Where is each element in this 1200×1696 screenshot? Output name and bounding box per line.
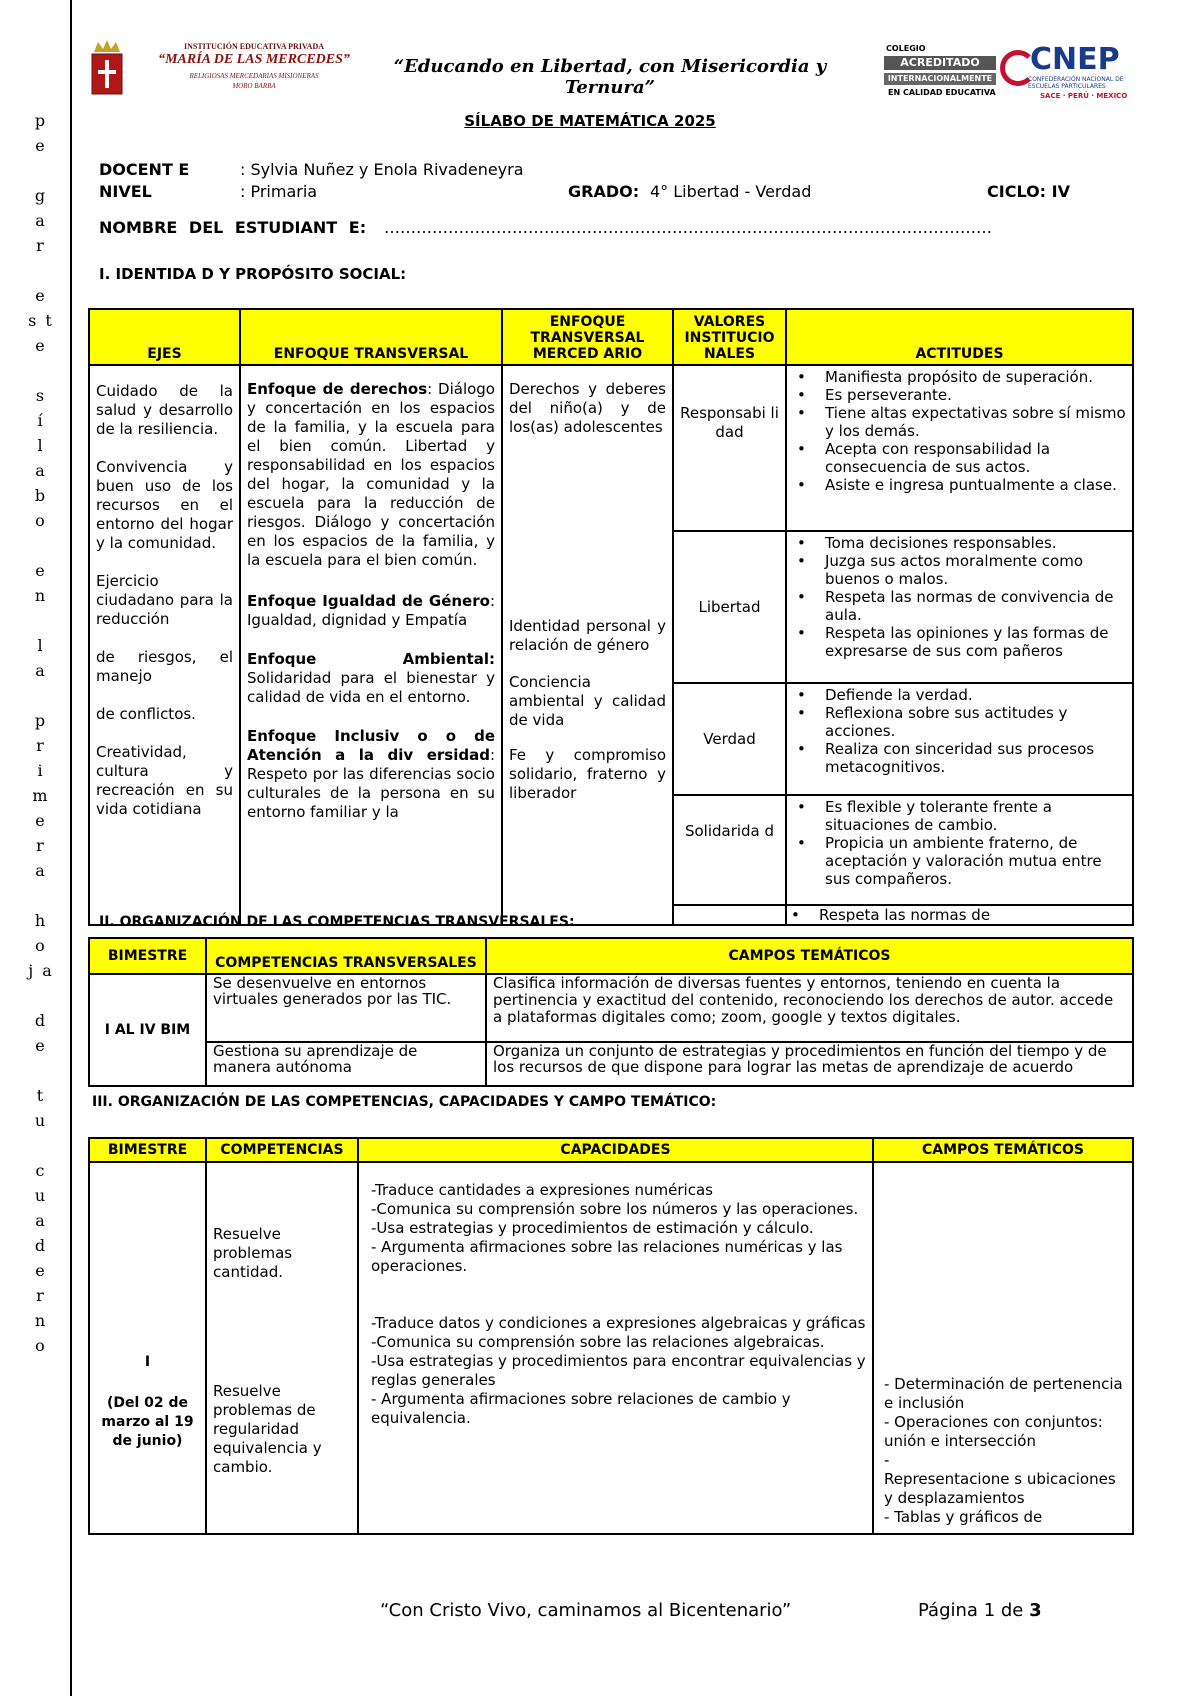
accreditation-logo (880, 42, 1130, 102)
actitud-item: • Es perseverante. (793, 386, 1126, 404)
campos-cell (873, 1162, 1133, 1534)
page-title: SÍLABO DE MATEMÁTICA 2025 (464, 112, 716, 130)
capacidad-item: - Argumenta afirmaciones sobre las relaciones numéricas y las operaciones. (371, 1238, 843, 1275)
mercedario-cell (502, 365, 673, 925)
actitud-item: • Respeta las normas de convivencia de aula. (793, 588, 1126, 624)
capacidad-item: -Traduce datos y condiciones a expresiones algebraicas y gráficas (371, 1314, 866, 1332)
actitud-item: • Manifiesta propósito de superación. (793, 368, 1126, 386)
mercedario-item: Fe y compromiso solidario, fraterno y liberador (509, 746, 666, 802)
campo-transversal: Organiza un conjunto de estrategias y procedimientos en función del tiempo y de los recursos de que dispone para lograr las metas de aprendizaje de acuerdo (486, 1042, 1133, 1086)
actitud-item: • Reflexiona sobre sus actitudes y acciones. (793, 704, 1126, 740)
cnep-subtitle: CONFEDERACIÓN NACIONAL DE ESCUELAS PARTICULARES (1028, 76, 1124, 90)
bimestre-cell (89, 1162, 206, 1534)
competencias-cell (206, 1162, 358, 1534)
actitud-item: • Juzga sus actos moralmente como buenos o malos. (793, 552, 1126, 588)
enfoque-ambiental: Enfoque Ambiental: Solidaridad para el bienestar y calidad de vida en el entorno. (247, 650, 495, 706)
crest-icon (90, 40, 124, 96)
actitud-item: • Respeta las opiniones y las formas de expresarse de sus com pañeros (793, 624, 1126, 660)
section3-title: III. ORGANIZACIÓN DE LAS COMPETENCIAS, CAPACIDADES Y CAMPO TEMÁTICO: (92, 1094, 717, 1110)
header-bimestre: BIMESTRE (89, 1138, 206, 1162)
header-actitudes: ACTITUDES (786, 309, 1133, 365)
capacidades-group-1 (371, 1181, 866, 1276)
enfoque-derechos: Enfoque de derechos: Diálogo y concertación en los espacios de la familia, y la escuela para el bien común. Libertad y responsabilidad en los espacios del hogar, la comunidad y la escuela para la reducción de riesgos. Diálogo y concertación en los espacios de la familia, y la escuela para el bien común. (247, 380, 495, 569)
docente-value: : Sylvia Nuñez y Enola Rivadeneyra (240, 160, 524, 179)
institution-name: “MARÍA DE LAS MERCEDES” (158, 52, 350, 67)
header-mercedario: ENFOQUE TRANSVERSAL MERCED ARIO (502, 309, 673, 365)
ejes-cell: Cuidado de la salud y desarrollo de la resiliencia. Convivencia y buen uso de los recursos en el entorno del hogar y la comunidad. Ejercicio ciudadano para la reducción de riesgos, el manejo de conflictos. Creatividad, cultura y recreación en su vida cotidiana (89, 365, 240, 925)
footer-quote: “Con Cristo Vivo, caminamos al Bicentenario” (380, 1600, 792, 1621)
ciclo-label: CICLO: IV (987, 182, 1070, 201)
campo-item: - Operaciones con conjuntos: unión e intersección (884, 1413, 1103, 1450)
campo-item: - (884, 1451, 890, 1469)
page-number: Página 1 de 3 (918, 1600, 1042, 1621)
identity-table (88, 308, 1134, 926)
margin-note: p e g a r e s t e s í l a b o e n l a p r i m e r a h o j a d e t u c u a d e r n o (28, 111, 54, 1355)
mercedario-item: Identidad personal y relación de género (509, 617, 666, 654)
calidad-label: EN CALIDAD EDUCATIVA (888, 88, 996, 97)
docente-label: DOCENT E (99, 160, 190, 179)
header-ejes: EJES (89, 309, 240, 365)
mercedario-item: Conciencia ambiental y calidad de vida (509, 673, 666, 729)
bimestre-number: I (144, 1354, 151, 1370)
section2-title: II. ORGANIZACIÓN DE LAS COMPETENCIAS TRANSVERSALES: (99, 914, 575, 930)
acreditado-label: ACREDITADO (884, 56, 996, 70)
campo-item: - Tablas y gráficos de (884, 1508, 1043, 1526)
transversal-table (88, 937, 1134, 1087)
institution-type: INSTITUCIÓN EDUCATIVA PRIVADA (183, 42, 325, 51)
institution-logo (90, 38, 350, 100)
campo-item: - Determinación de pertenencia e inclusión (884, 1375, 1123, 1412)
actitudes-solidaridad (786, 795, 1133, 905)
actitudes-verdad (786, 683, 1133, 795)
actitud-item: • Realiza con sinceridad sus procesos metacognitivos. (793, 740, 1126, 776)
actitud-item: • Respeta las normas de (787, 906, 1132, 922)
capacidad-item: -Comunica su comprensión sobre los números y las operaciones. (371, 1200, 859, 1218)
cnep-label: CNEP (1030, 42, 1120, 77)
header-capacidades: CAPACIDADES (358, 1138, 873, 1162)
actitudes-libertad (786, 531, 1133, 683)
institution-congregation: RELIGIOSAS MERCEDARIAS MISIONERAS (189, 72, 319, 80)
header-competencias-transversales: COMPETENCIAS TRANSVERSALES (206, 938, 486, 974)
actitud-item: • Tiene altas expectativas sobre sí mismo y los demás. (793, 404, 1126, 440)
valor-verdad: Verdad (673, 683, 786, 795)
grado-value: 4° Libertad - Verdad (650, 182, 812, 201)
bimestre-dates: (Del 02 de marzo al 19 de junio) (101, 1395, 194, 1449)
bimestre-cell: I AL IV BIM (89, 974, 206, 1086)
mercedario-item: Derechos y deberes del niño(a) y de los(as) adolescentes (509, 380, 666, 436)
institution-location: MORO BARBA (232, 82, 276, 90)
header-campos-tematicos: CAMPOS TEMÁTICOS (873, 1138, 1133, 1162)
header-valores: VALORES INSTITUCIO NALES (673, 309, 786, 365)
actitud-item: • Propicia un ambiente fraterno, de aceptación y valoración mutua entre sus compañeros. (793, 834, 1126, 888)
section1-title: I. IDENTIDA D Y PROPÓSITO SOCIAL: (99, 265, 407, 283)
valor-responsabilidad: Responsabi li dad (673, 365, 786, 531)
competencias-table (88, 1137, 1134, 1535)
valor-empty (673, 905, 786, 925)
capacidad-item: -Comunica su comprensión sobre las relaciones algebraicas. (371, 1333, 825, 1351)
capacidades-cell (358, 1162, 873, 1534)
capacidad-item: - Argumenta afirmaciones sobre relaciones de cambio y equivalencia. (371, 1390, 791, 1427)
estudiante-label: NOMBRE DEL ESTUDIANT E: (99, 218, 367, 237)
capacidad-item: -Traduce cantidades a expresiones numéricas (371, 1181, 713, 1199)
actitud-item: • Defiende la verdad. (793, 686, 1126, 704)
actitudes-responsabilidad (786, 365, 1133, 531)
enfoques-cell (240, 365, 502, 925)
capacidad-item: -Usa estrategias y procedimientos para encontrar equivalencias y reglas generales (371, 1352, 866, 1389)
competencia-item: Resuelve problemas cantidad. (213, 1225, 293, 1281)
actitudes-partial (786, 905, 1133, 925)
competencia-transversal: Gestiona su aprendizaje de manera autónoma (206, 1042, 486, 1086)
motto: “Educando en Libertad, con Misericordia y Ternura” (393, 56, 827, 98)
actitud-item: • Acepta con responsabilidad la consecuencia de sus actos. (793, 440, 1126, 476)
capacidades-group-2 (371, 1314, 866, 1428)
campo-transversal: Clasifica información de diversas fuentes y entornos, teniendo en cuenta la pertinencia y exactitud del contenido, reconociendo los derechos de autor. accede a plataformas digitales como; zoom, google y textos digitales. (486, 974, 1133, 1042)
header-enfoque: ENFOQUE TRANSVERSAL (240, 309, 502, 365)
valor-solidaridad: Solidarida d (673, 795, 786, 905)
campo-item: Representacione s ubicaciones y desplazamientos (884, 1470, 1116, 1507)
enfoque-inclusivo: Enfoque Inclusiv o o de Atención a la div ersidad: Respeto por las diferencias socio culturales de la persona en su entorno familiar y la (247, 727, 495, 821)
valor-libertad: Libertad (673, 531, 786, 683)
header-bimestre: BIMESTRE (89, 938, 206, 974)
internacional-label: INTERNACIONALMENTE (884, 73, 996, 85)
competencia-transversal: Se desenvuelve en entornos virtuales generados por las TIC. (206, 974, 486, 1042)
margin-line (70, 0, 72, 1696)
colegio-label: COLEGIO (886, 44, 926, 53)
estudiante-field[interactable]: …………………………………………………………………………………………………… (384, 218, 992, 237)
cnep-countries: SACE · PERÚ · MÉXICO (1040, 92, 1128, 100)
actitud-item: • Toma decisiones responsables. (793, 534, 1126, 552)
enfoque-genero: Enfoque Igualdad de Género: Igualdad, dignidad y Empatía (247, 592, 495, 629)
header-campos: CAMPOS TEMÁTICOS (486, 938, 1133, 974)
header-competencias: COMPETENCIAS (206, 1138, 358, 1162)
actitud-item: • Asiste e ingresa puntualmente a clase. (793, 476, 1126, 494)
capacidad-item: -Usa estrategias y procedimientos de estimación y cálculo. (371, 1219, 814, 1237)
nivel-label: NIVEL (99, 182, 152, 201)
nivel-value: : Primaria (240, 182, 318, 201)
actitud-item: • Es flexible y tolerante frente a situaciones de cambio. (793, 798, 1126, 834)
grado-label: GRADO: (568, 182, 640, 201)
competencia-item: Resuelve problemas de regularidad equivalencia y cambio. (213, 1382, 322, 1476)
